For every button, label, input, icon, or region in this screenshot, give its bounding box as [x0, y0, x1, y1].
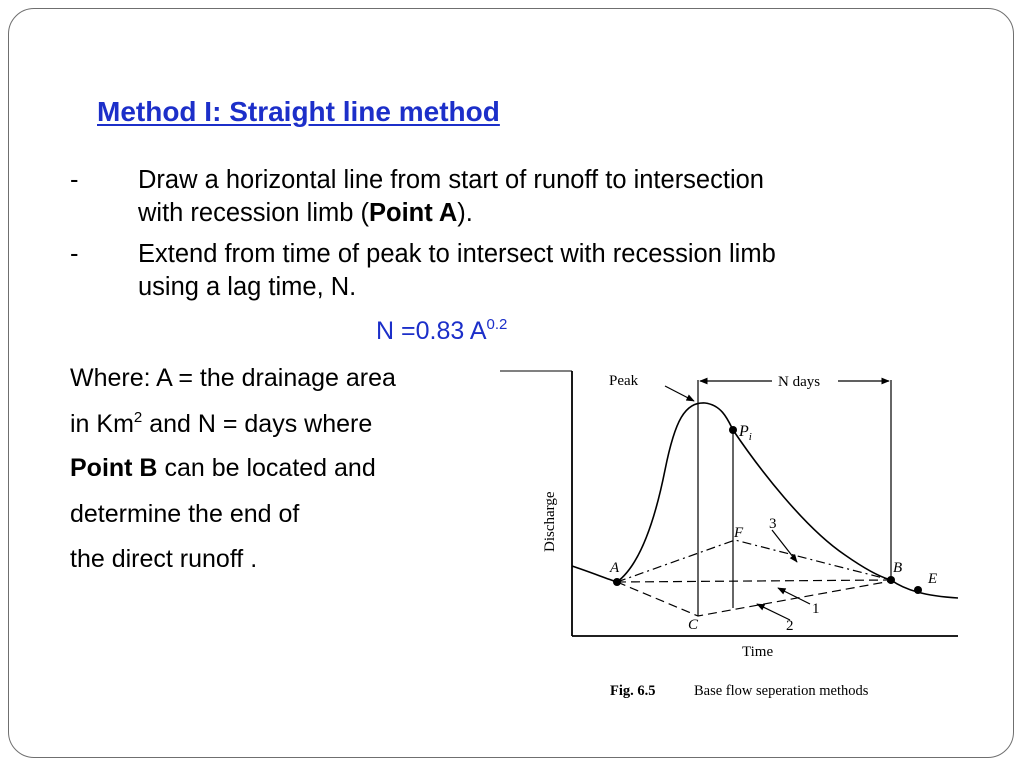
point-b-dot — [887, 576, 895, 584]
bullet-marker: - — [70, 166, 79, 194]
point-a-dot — [613, 578, 621, 586]
label-1: 1 — [812, 601, 820, 617]
y-axis-label: Discharge — [542, 491, 558, 552]
explanation-line-4: determine the end of — [70, 500, 300, 528]
bullet-1-point-a: Point A — [368, 199, 458, 227]
label-2: 2 — [786, 618, 794, 634]
point-f-label: F — [734, 525, 744, 541]
formula-exponent: 0.2 — [486, 316, 508, 333]
point-c-label: C — [688, 617, 699, 633]
explanation-located: can be located and — [157, 454, 376, 482]
point-e-dot — [914, 586, 922, 594]
explanation-km: in Km — [70, 410, 134, 438]
caption-number: Fig. 6.5 — [610, 683, 656, 699]
bullet-2-line-2: using a lag time, N. — [138, 273, 357, 301]
point-b-label: B — [893, 560, 903, 576]
n-days-label: N days — [778, 374, 821, 390]
explanation-point-b: Point B — [70, 454, 158, 482]
explanation-n-days: and N = days where — [142, 410, 373, 438]
method-1-line — [617, 580, 891, 582]
point-e-label: E — [928, 571, 938, 587]
caption-text: Base flow seperation methods — [694, 683, 869, 699]
bullet-1-text-a: with recession limb ( — [138, 199, 369, 227]
bullet-1-text-b: ). — [457, 199, 473, 227]
explanation-line-1: Where: A = the drainage area — [70, 364, 396, 392]
bullet-2-line-1: Extend from time of peak to intersect with recession limb — [138, 240, 776, 268]
method-2-line — [617, 581, 891, 616]
pi-label-main: P — [739, 423, 749, 440]
point-a-label: A — [610, 560, 620, 576]
pointer-3 — [772, 530, 797, 562]
pi-label-sub: i — [748, 431, 752, 443]
explanation-line-5: the direct runoff . — [70, 545, 258, 573]
x-axis-label: Time — [742, 644, 774, 660]
bullet-1-line-1: Draw a horizontal line from start of runoff to intersection — [138, 166, 764, 194]
explanation-km-exponent: 2 — [133, 409, 143, 426]
peak-pointer — [665, 386, 694, 401]
formula-base: N =0.83 A — [376, 317, 487, 345]
point-pi-dot — [729, 426, 737, 434]
peak-label: Peak — [609, 373, 639, 389]
slide-title: Method I: Straight line method — [97, 96, 500, 127]
label-3: 3 — [769, 516, 777, 532]
figure-caption — [610, 683, 869, 699]
bullet-marker: - — [70, 240, 79, 268]
method-3-line — [617, 540, 891, 582]
